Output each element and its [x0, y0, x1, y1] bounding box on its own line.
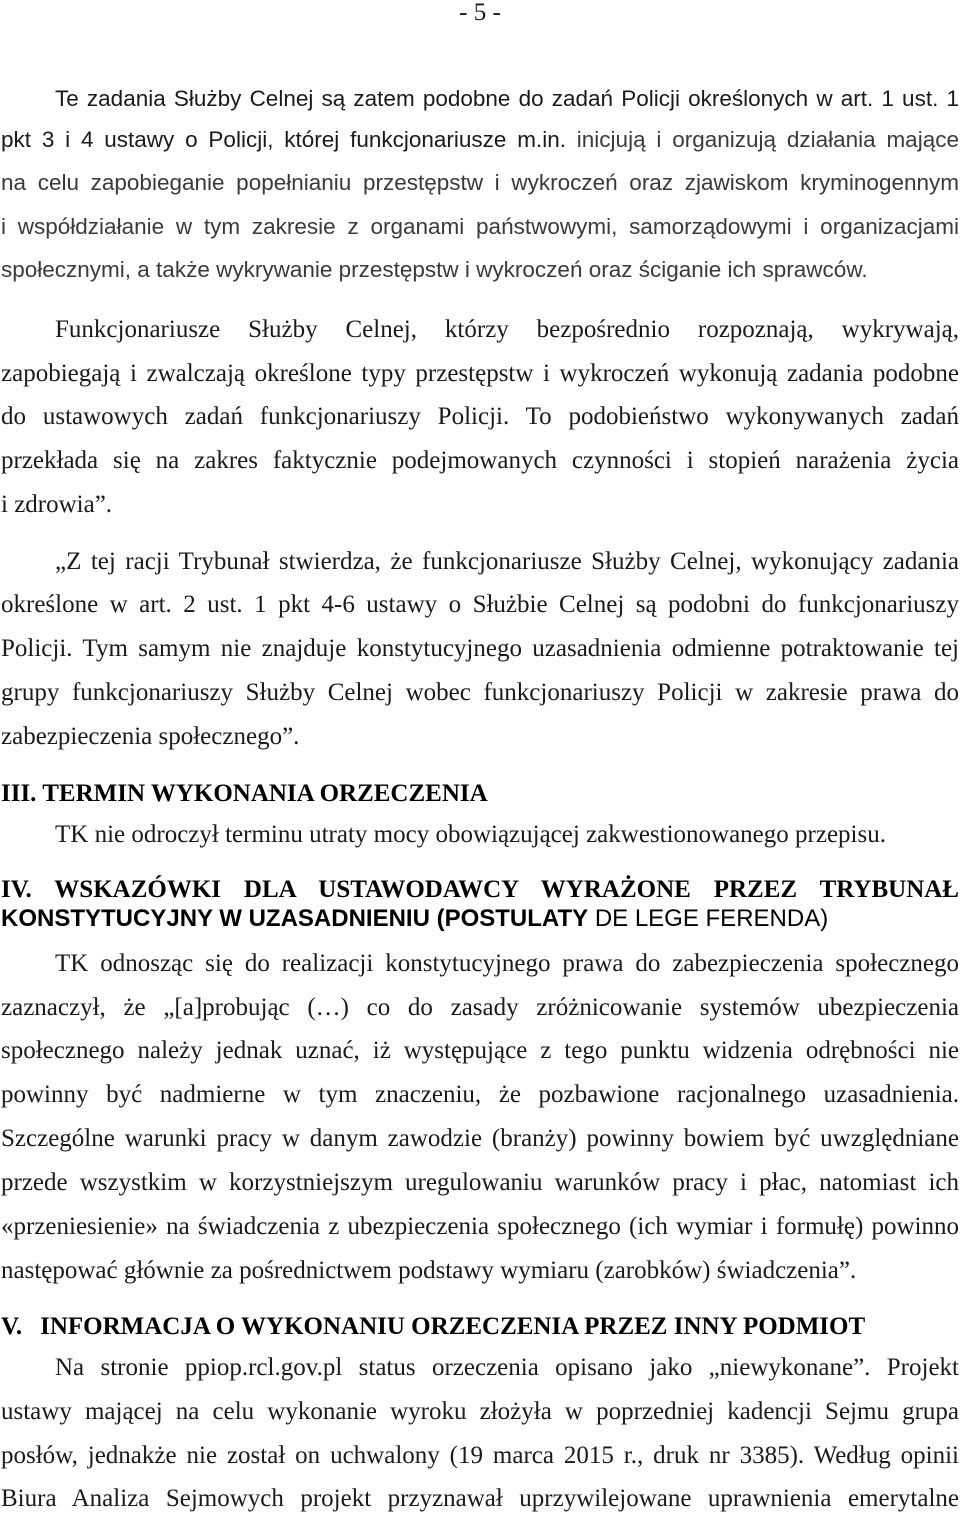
text-line: następować głównie za pośrednictwem podstawy wymiaru (zarobków) świadczenia”. [1, 1257, 857, 1284]
text-line: Funkcjonariusze Służby Celnej, którzy bezpośrednio rozpoznają, wykrywają, [55, 316, 959, 343]
text-line: do ustawowych zadań funkcjonariuszy Policji. To podobieństwo wykonywanych zadań [1, 403, 959, 430]
section-heading-iv-continued [1, 904, 959, 934]
text-line: zabezpieczenia społecznego”. [1, 723, 300, 750]
text-line: TK odnosząc się do realizacji konstytucyjnego prawa do zabezpieczenia społecznego [55, 950, 959, 977]
text-line [1, 125, 959, 155]
section-heading-iii: III. TERMIN WYKONANIA ORZECZENIA [1, 780, 488, 807]
heading-bold-segment: KONSTYTUCYJNY W UZASADNIENIU (POSTULATY [1, 905, 589, 932]
text-line: posłów, jednakże nie został on uchwalony (19 marca 2015 r., druk nr 3385). Według opinii [1, 1442, 959, 1469]
text-line: grupy funkcjonariuszy Służby Celnej wobec funkcjonariuszy Policji w zakresie prawa do [1, 679, 959, 706]
heading-regular-segment: DE LEGE FERENDA) [594, 905, 829, 932]
text-line: społecznymi, a także wykrywanie przestępstw i wykroczeń oraz ściganie ich sprawców. [1, 257, 868, 282]
text-line: na celu zapobieganie popełnianiu przestępstw i wykroczeń oraz zjawiskom kryminogennym [1, 170, 959, 195]
section-number: V. [1, 1313, 23, 1340]
text-line: ustawy mającej na celu wykonanie wyroku złożyła w poprzedniej kadencji Sejmu grupa [1, 1398, 959, 1425]
section-heading-v [1, 1312, 959, 1342]
text-line: Szczególne warunki pracy w danym zawodzie (branży) powinny bowiem być uwzględniane [1, 1125, 959, 1152]
text-line: społecznego należy jednak uznać, iż występujące z tego punktu widzenia odrębności nie [1, 1037, 959, 1064]
section-title: INFORMACJA O WYKONANIU ORZECZENIA PRZEZ INNY PODMIOT [40, 1313, 866, 1340]
text-line: Policji. Tym samym nie znajduje konstytucyjnego uzasadnienia odmienne potraktowanie tej [1, 635, 959, 662]
text-line: Na stronie ppiop.rcl.gov.pl status orzeczenia opisano jako „niewykonane”. Projekt [55, 1354, 959, 1381]
page-number: - 5 - [459, 0, 501, 26]
text-line: i zdrowia”. [1, 491, 113, 518]
text-line: TK nie odroczył terminu utraty mocy obowiązującej zakwestionowanego przepisu. [55, 821, 886, 848]
text-line: «przeniesienie» na świadczenia z ubezpieczenia społecznego (ich wymiar i formułę) powinno [1, 1213, 959, 1240]
text-line: określone w art. 2 ust. 1 pkt 4-6 ustawy o Służbie Celnej są podobni do funkcjonariuszy [1, 591, 959, 618]
text-segment: pkt 3 i 4 ustawy o Policji, której funkcjonariusze m.in. [1, 127, 566, 152]
text-line: i współdziałanie w tym zakresie z organami państwowymi, samorządowymi i organizacjami [1, 214, 959, 239]
section-heading-iv: IV. WSKAZÓWKI DLA USTAWODAWCY WYRAŻONE PRZEZ TRYBUNAŁ [1, 876, 959, 903]
text-line: „Z tej racji Trybunał stwierdza, że funkcjonariusze Służby Celnej, wykonujący zadania [55, 548, 959, 575]
text-line: zapobiegają i zwalczają określone typy przestępstw i wykroczeń wykonują zadania podobne [1, 360, 959, 387]
text-line: Biura Analiza Sejmowych projekt przyznawał uprzywilejowane uprawnienia emerytalne [1, 1485, 959, 1512]
text-line: zaznaczył, że „[a]probując (…) co do zasady zróżnicowanie systemów ubezpieczenia [1, 994, 959, 1021]
quoted-text-segment: inicjują i organizują działania mające [576, 127, 959, 152]
text-line: powinny być nadmierne w tym znaczeniu, że pozbawione racjonalnego uzasadnienia. [1, 1081, 959, 1108]
text-line: przede wszystkim w korzystniejszym uregulowaniu warunków pracy i płac, natomiast ich [1, 1169, 959, 1196]
text-line: Te zadania Służby Celnej są zatem podobne do zadań Policji określonych w art. 1 ust. 1 [55, 86, 959, 111]
text-line: przekłada się na zakres faktycznie podejmowanych czynności i stopień narażenia życia [1, 447, 959, 474]
